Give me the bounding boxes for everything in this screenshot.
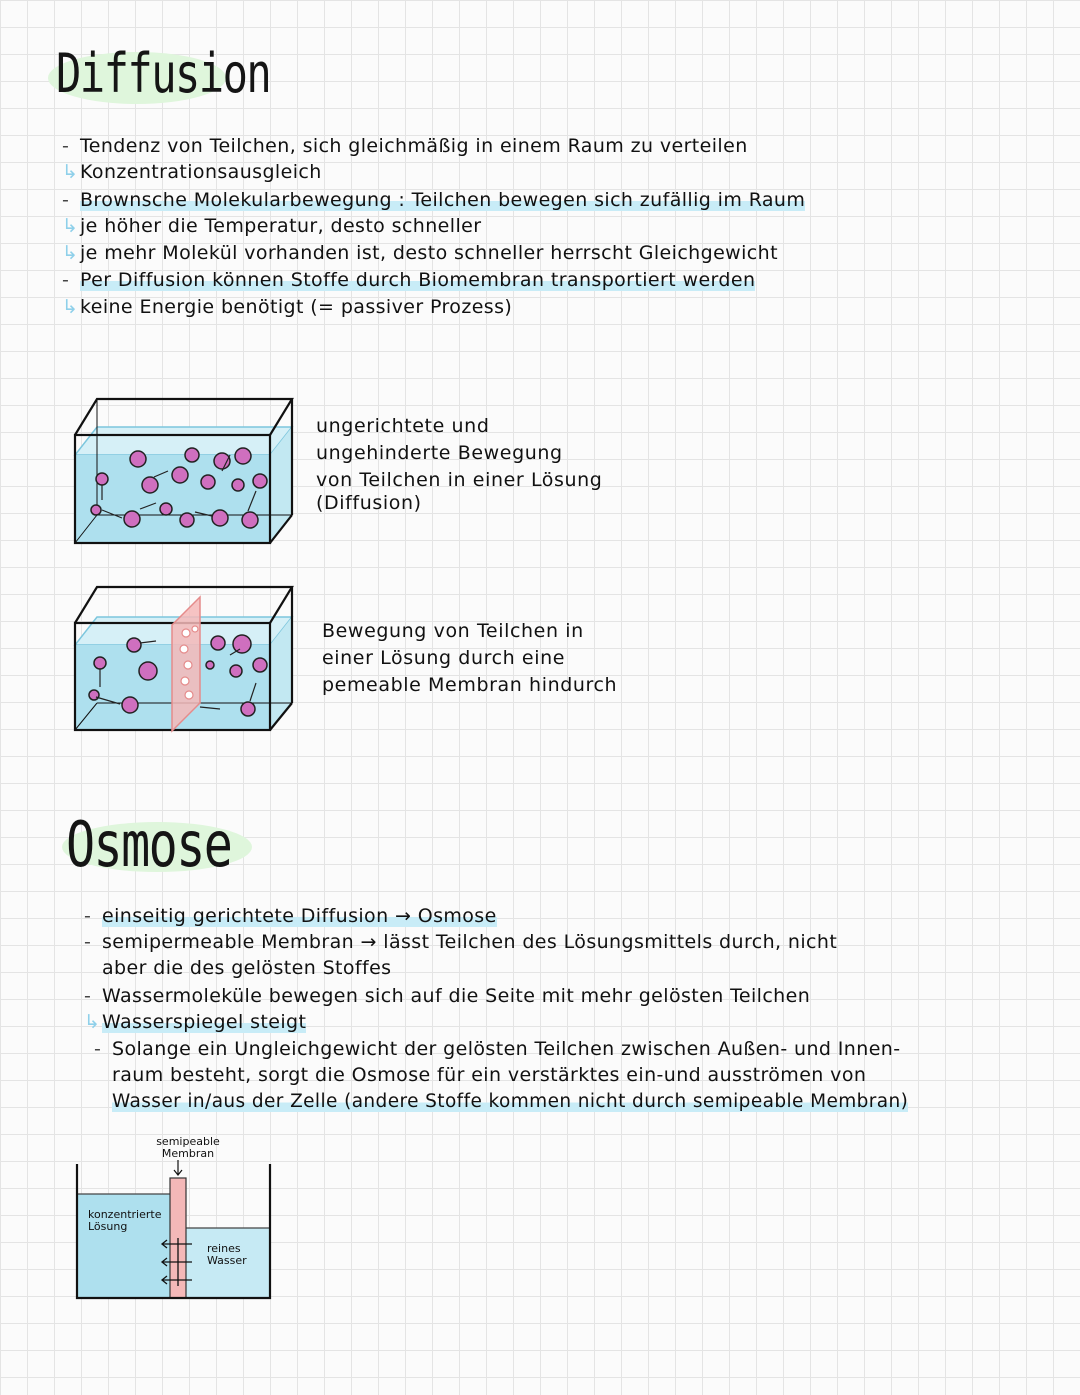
osmose-line-5: ↳Wasserspiegel steigt [84, 1011, 307, 1033]
diffusion-line-1: - Tendenz von Teilchen, sich gleichmäßig in einem Raum zu verteilen [62, 135, 748, 157]
diffusion-caption-2: Bewegung von Teilchen in einer Lösung durch eine pemeable Membran hindurch [322, 620, 618, 696]
diffusion-caption-1: ungerichtete und ungehinderte Bewegung von Teilchen in einer Lösung (Diffusion) [316, 415, 603, 514]
osmose-line-4: - Wassermoleküle bewegen sich auf die Seite mit mehr gelösten Teilchen [84, 985, 811, 1007]
membrane-label: semipeable Membran [156, 1135, 220, 1160]
osmose-line-8: Wasser in/aus der Zelle (andere Stoffe kommen nicht durch semipeable Membran) [112, 1091, 909, 1112]
osmose-line-2: - semipermeable Membran → lässt Teilchen des Lösungsmittels durch, nicht [84, 931, 838, 953]
left-chamber-label: konzentrierte Lösung [88, 1208, 162, 1233]
membrane-diffusion-diagram [70, 585, 295, 735]
osmose-line-1: - einseitig gerichtete Diffusion → Osmose [84, 905, 497, 927]
right-chamber-label: reines Wasser [207, 1242, 247, 1267]
osmose-line-3: aber die des gelösten Stoffes [102, 957, 392, 979]
osmose-title: Osmose [66, 808, 232, 881]
diffusion-line-4: ↳je höher die Temperatur, desto schneller [62, 215, 482, 237]
osmose-line-7: raum besteht, sorgt die Osmose für ein verstärktes ein-und ausströmen von [112, 1064, 867, 1086]
osmose-line-6: - Solange ein Ungleichgewicht der gelösten Teilchen zwischen Außen- und Innen- [94, 1038, 901, 1060]
diffusion-line-3: - Brownsche Molekularbewegung : Teilchen bewegen sich zufällig im Raum [62, 189, 806, 211]
diffusion-title: Diffusion [56, 42, 271, 105]
diffusion-line-2: ↳Konzentrationsausgleich [62, 161, 322, 183]
diffusion-line-5: ↳je mehr Molekül vorhanden ist, desto schneller herrscht Gleichgewicht [62, 242, 778, 264]
diffusion-line-7: ↳keine Energie benötigt (= passiver Prozess) [62, 296, 513, 318]
diffusion-container-diagram [70, 395, 295, 545]
diffusion-line-6: - Per Diffusion können Stoffe durch Biomembran transportiert werden [62, 269, 756, 291]
